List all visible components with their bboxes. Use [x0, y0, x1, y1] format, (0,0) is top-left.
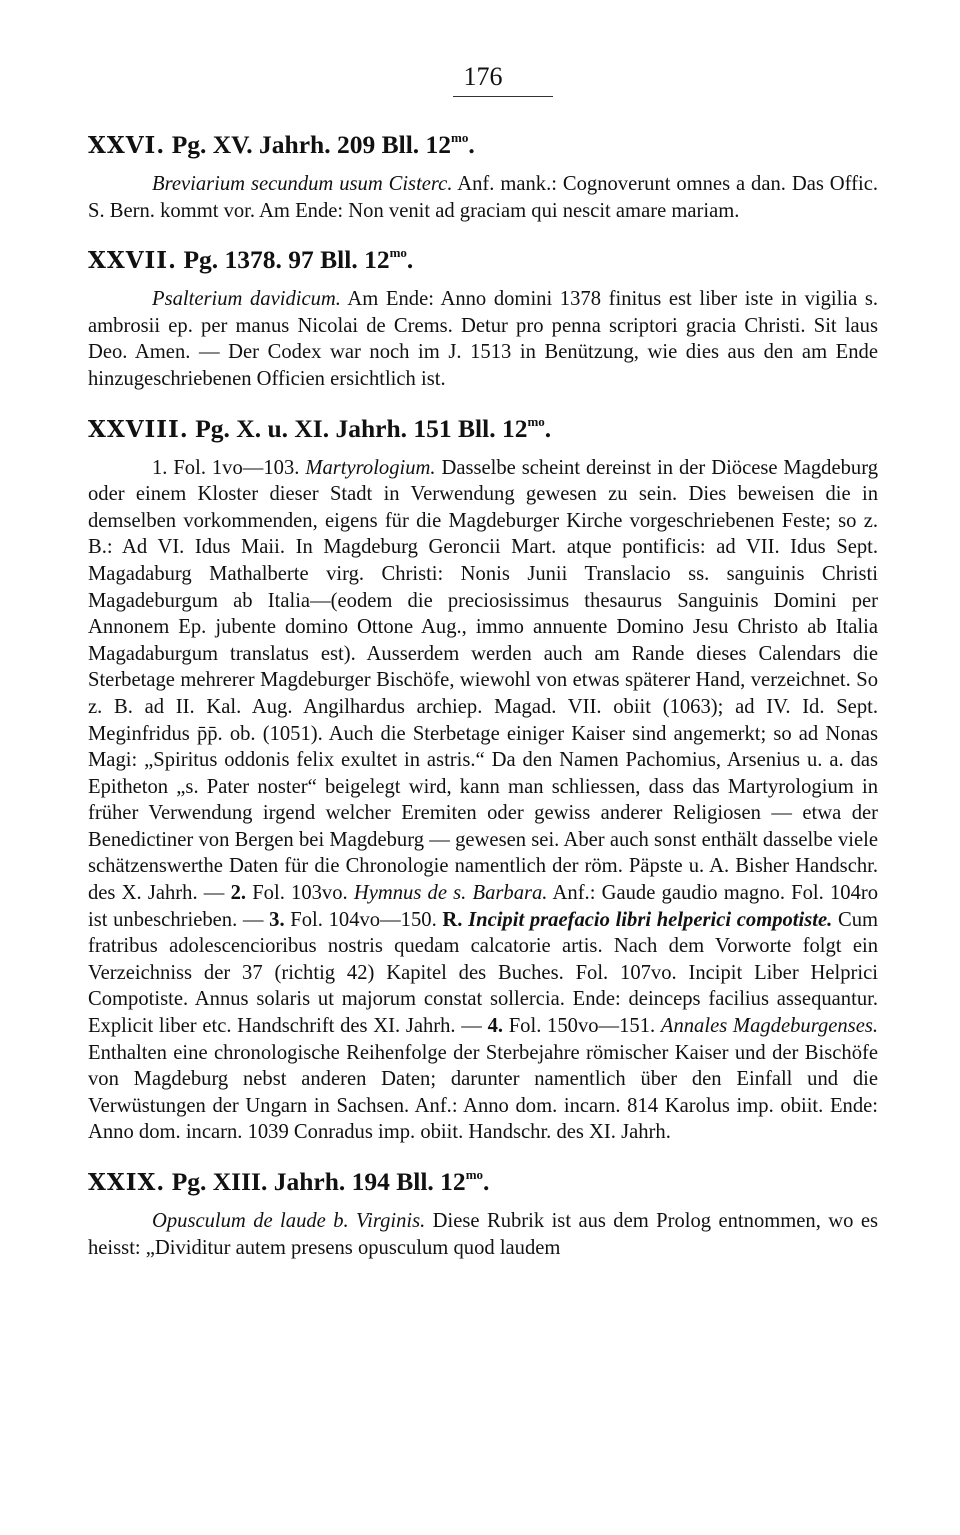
entry-title: Hymnus de s. Barbara. — [353, 882, 548, 905]
entry-title: Breviarium secundum usum Cisterc. — [152, 173, 453, 195]
page-number: 176 — [463, 62, 503, 91]
entry-number: XXVI. — [88, 132, 166, 159]
entry-xxviii — [88, 405, 878, 1146]
entry-description: Breviarium secundum usum Cisterc. Anf. mank.: Cognoverunt omnes a dan. Das Offic. S. Bern. kommt vor. Am Ende: Non venit ad graciam qui nescit amare mariam. — [88, 173, 879, 222]
entry-description: Psalterium davidicum. Am Ende: Anno domini 1378 finitus est liber iste in vigilia s. ambrosii ep. per manus Nicolai de Crems. Detur pro penna scriptori gracia Christi. Sit laus Deo. Amen. — Der Codex war noch im J. 1513 in Benützung, wie dies aus den am Ende hinzugeschriebenen Officien ersichtlich ist. — [88, 288, 878, 390]
entry-xxvi — [88, 121, 878, 224]
entry-number: XXIX. — [88, 1169, 166, 1196]
entry-heading: XXVII. Pg. 1378. 97 Bll. $12^{mo}$. — [88, 245, 414, 275]
entry-number: XXVIII. — [88, 415, 189, 443]
entry-title: Incipit praefacio libri helperici compotiste. — [462, 908, 833, 931]
entry-xxix — [88, 1158, 878, 1261]
document-page — [88, 62, 878, 1261]
entry-description: 1. Fol. 1vo—103. Martyrologium. Dasselbe scheint dereinst in der Diöcese Magdeburg oder einem Kloster dieser Stadt in Verwendung gewesen zu sein. Dies beweisen die in demselben vorkommenden, eigens für die Magdeburger Kirche vorgeschriebenen Feste; so z. B.: Ad VI. Idus Maii. In Magdeburg Geroncii Mart. atque pontificis: ad VII. Idus Sept. Magadaburg Mathalberte virg. Christi: Nonis Junii Translacio ss. sanguinis Christi Magadeburgum ab Italia—(eodem die preciosissimus thesaurus Sanguinis Domini per Annonem Ep. jubente domino Ottone Aug., immo annuente Domino Jesu Christo ab Italia Magadaburgum translatus est). Ausserdem werden auch am Rande dieses Calendars die Sterbetage mehrerer Magdeburger Bischöfe, wiewohl von etwas späterer Hand, verzeichnet. So z. B. ad II. Kal. Aug. Angilhardus archiep. Magad. VII. obiit (1063); ad IV. Id. Sept. Meginfridus p̄p̄. ob. (1051). Auch die Sterbetage einiger Kaiser sind angemerkt; so ad Nonas Magi: „Spiritus oddonis felix exultet in astris.“ Da den Namen Pachomius, Arsenius u. a. das Epitheton „s. Pater noster“ beigelegt wird, kann man schliessen, dass das Martyrologium in früher Verwendung irgend welcher Eremiten oder gewiss anderer Religiosen — etwa der Benedictiner von Bergen bei Magdeburg — gewesen sei. Aber auch sonst enthält dasselbe viele schätzenswerthe Daten für die Chronologie namentlich der röm. Päpste u. A. Bisher Handschr. des X. Jahrh. — 2. Fol. 103vo. Hymnus de s. Barbara. Anf.: Gaude gaudio magno. Fol. 104ro ist unbeschrieben. — 3. Fol. 104vo—150. R. Incipit praefacio libri helperici compotiste. Cum fratribus adolescencioribus nostris quedam calcatorie artis. Nach dem Vorworte folgt ein Verzeichniss der 37 (richtig 42) Kapitel des Buches. Fol. 107vo. Incipit Liber Helprici Compotiste. Annus solaris ut majorum constat sollercia. Ende: deinceps facilius assequantur. Explicit liber etc. Handschrift des XI. Jahrh. — 4. Fol. 150vo—151. Annales Magdeburgenses. Enthalten eine chronologische Reihenfolge der Sterbejahre römischer Kaiser und der Bischöfe von Magdeburg nebst anderen Daten; darunter namentlich über den Einfall und die Verwüstungen der Ungarn in Sachsen. Anf.: Anno dom. incarn. 814 Karolus imp. obiit. Ende: Anno dom. incarn. 1039 Conradus imp. obiit. Handschr. des XI. Jahrh. — [88, 456, 879, 1144]
entry-heading: XXVI. Pg. XV. Jahrh. 209 Bll. $12^{mo}$. — [88, 130, 475, 159]
entry-description: Opusculum de laude b. Virginis. Diese Rubrik ist aus dem Prolog entnommen, wo es heisst: „Dividitur autem presens opusculum quod laudem — [88, 1210, 878, 1259]
entry-heading: XXVIII. Pg. X. u. XI. Jahrh. 151 Bll. $12^{mo}$. — [88, 413, 552, 443]
page-number-rule — [453, 96, 553, 97]
entry-title: Psalterium davidicum. — [152, 288, 341, 311]
entry-title: Opusculum de laude b. Virginis. — [152, 1210, 426, 1232]
entry-xxvii — [88, 236, 878, 392]
entry-title: Annales Magdeburgenses. — [660, 1015, 879, 1038]
entry-number: XXVII. — [88, 247, 178, 275]
entry-title: Martyrologium. — [305, 456, 436, 479]
entry-heading: XXIX. Pg. XIII. Jahrh. 194 Bll. $12^{mo}$. — [88, 1167, 490, 1196]
